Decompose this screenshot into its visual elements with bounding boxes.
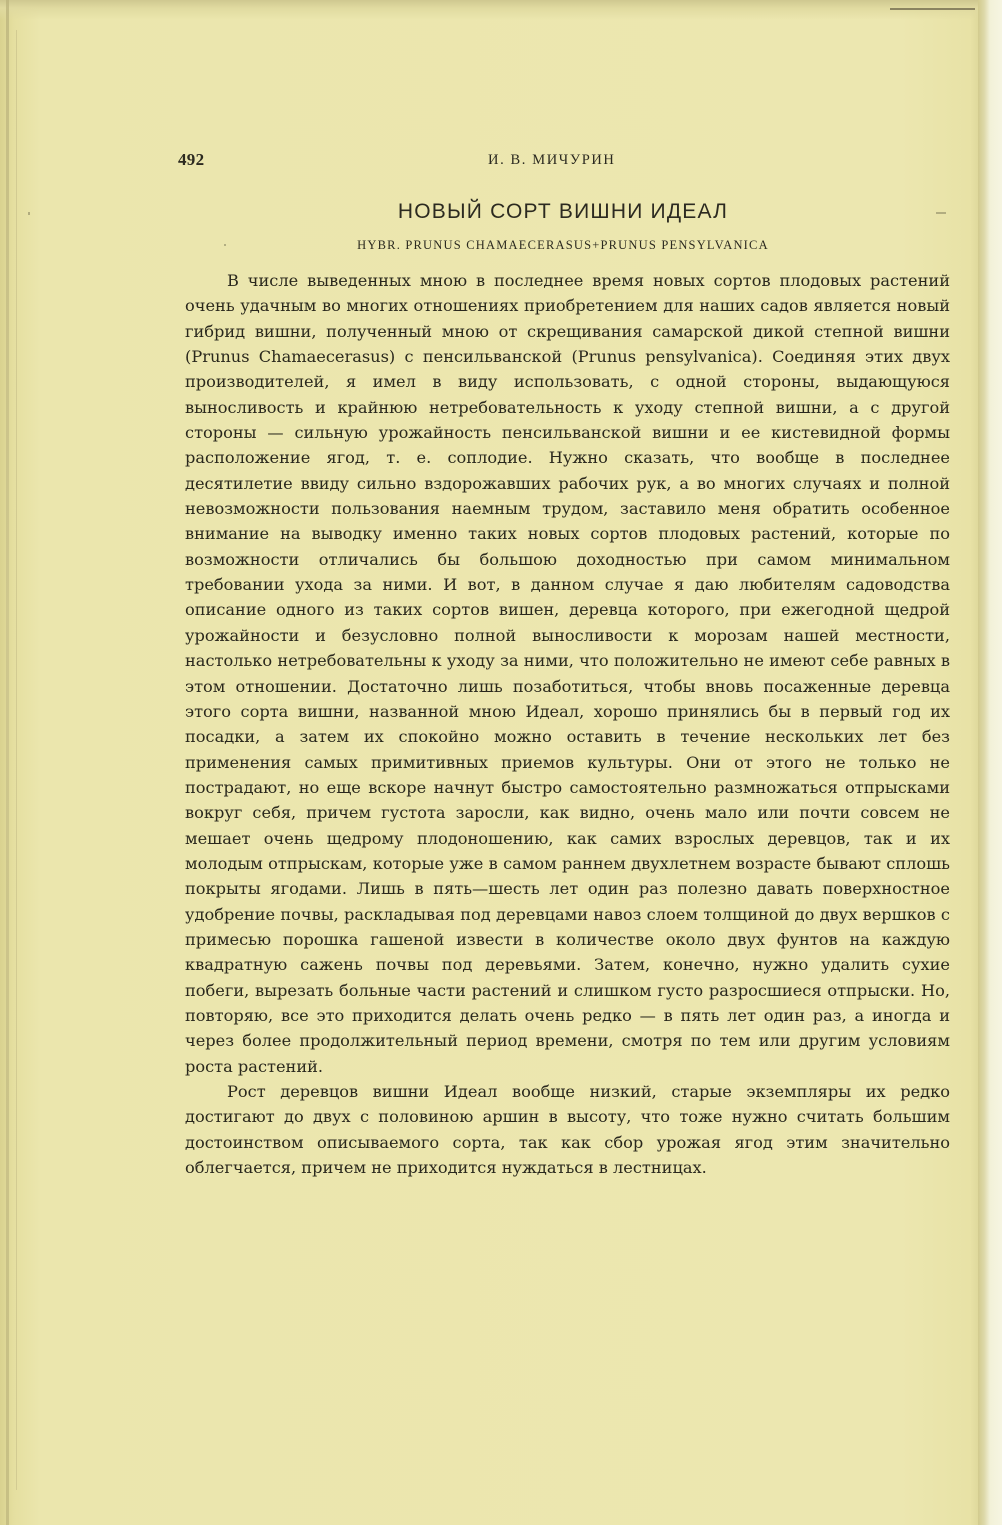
spine-shadow (6, 0, 9, 1525)
running-head-author: И. В. МИЧУРИН (488, 152, 616, 168)
top-edge-mark (890, 8, 975, 10)
article-body (185, 268, 950, 1180)
spine-crease (16, 30, 17, 1490)
print-speck (28, 212, 30, 215)
page-edge (978, 0, 1002, 1525)
running-head (178, 150, 948, 172)
article-title: НОВЫЙ СОРТ ВИШНИ ИДЕАЛ (397, 200, 729, 223)
paragraph: Рост деревцов вишни Идеал вообще низкий, старые экземпляры их редко достигают до двух с половиною аршин в высоту, что тоже нужно считать большим достоинством описываемого сорта, так как сбор урожая ягод этим значительно облегчается, причем не приходится нуждаться в лестницах. (185, 1082, 950, 1178)
article-subtitle: HYBR. PRUNUS CHAMAECERASUS+PRUNUS PENSYLVANICA (357, 238, 769, 252)
paragraph: В числе выведенных мною в последнее время новых сортов плодовых растений очень удачным во многих отношениях приобретением для наших садов является новый гибрид вишни, полученный мною от скрещивания самарской дикой степной вишни (Prunus Chamaecerasus) с пенсильванской (Prunus pensylvanica). Соединяя этих двух производителей, я имел в виду использовать, с одной стороны, выдающуюся выносливость и крайнюю нетребовательность к уходу степной вишни, а с другой стороны — сильную урожайность пенсильванской вишни и ее кистевидной формы расположение ягод, т. е. соплодие. Нужно сказать, что вообще в последнее десятилетие ввиду сильно вздорожавших рабочих рук, а во многих случаях и полной невозможности пользования наемным трудом, заставило меня обратить особенное внимание на выводку именно таких новых сортов плодовых растений, которые по возможности отличались бы большою доходностью при самом минимальном требовании ухода за ними. И вот, в данном случае я даю любителям садоводства описание одного из таких сортов вишен, деревца которого, при ежегодной щедрой урожайности и безусловно полной выносливости к морозам нашей местности, настолько нетребовательны к уходу за ними, что положительно не имеют себе равных в этом отношении. Достаточно лишь позаботиться, чтобы вновь посаженные деревца этого сорта вишни, названной мною Идеал, хорошо принялись бы в первый год их посадки, а затем их спокойно можно оставить в течение нескольких лет без применения самых примитивных приемов культуры. Они от этого не только не пострадают, но еще вскоре начнут быстро самостоятельно размножаться отпрысками вокруг себя, причем густота заросли, как видно, очень мало или почти совсем не мешает очень щедрому плодоношению, как самих взрослых деревцов, так и их молодым отпрыскам, которые уже в самом раннем двухлетнем возрасте бывают сплошь покрыты ягодами. Лишь в пять—шесть лет один раз полезно давать поверхностное удобрение почвы, раскладывая под деревцами навоз слоем толщиной до двух вершков с примесью порошка гашеной извести в количестве около двух фунтов на каждую квадратную сажень почвы под деревьями. Затем, конечно, нужно удалить сухие побеги, вырезать больные части растений и слишком густо разросшиеся отпрыски. Но, повторяю, все это приходится делать очень редко — в пять лет один раз, а иногда и через более продолжительный период времени, смотря по тем или другим условиям роста растений. (185, 271, 950, 1076)
page-number: 492 (178, 150, 205, 169)
